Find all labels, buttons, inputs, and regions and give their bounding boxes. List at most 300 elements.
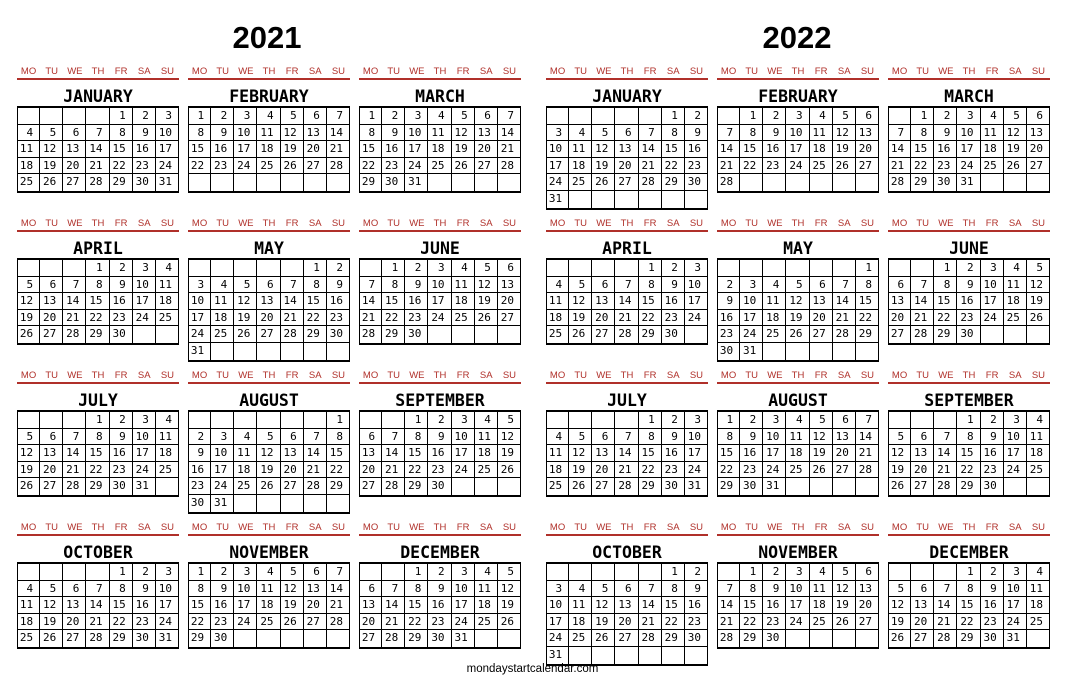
empty-cell bbox=[257, 343, 280, 360]
weekday-label: TU bbox=[745, 370, 759, 381]
day-cell: 1 bbox=[957, 564, 980, 581]
day-cell: 7 bbox=[327, 108, 350, 125]
day-cell: 1 bbox=[304, 260, 327, 277]
day-cell: 21 bbox=[86, 614, 109, 631]
day-cell: 5 bbox=[592, 581, 615, 598]
day-cell: 19 bbox=[888, 462, 911, 479]
month-may-2022 bbox=[717, 218, 879, 362]
empty-cell bbox=[257, 630, 280, 647]
weekday-label: SA bbox=[308, 66, 322, 77]
day-cell: 16 bbox=[110, 445, 133, 462]
empty-cell bbox=[546, 260, 569, 277]
day-cell: 25 bbox=[257, 614, 280, 631]
day-cell: 8 bbox=[382, 277, 405, 294]
day-cell: 14 bbox=[639, 141, 662, 158]
day-cell: 3 bbox=[452, 412, 475, 429]
day-cell: 16 bbox=[133, 597, 156, 614]
day-cell: 5 bbox=[475, 260, 498, 277]
day-cell: 19 bbox=[17, 310, 40, 327]
day-cell: 13 bbox=[40, 445, 63, 462]
day-cell: 21 bbox=[833, 310, 856, 327]
weekday-label: TU bbox=[745, 522, 759, 533]
weekday-label: FR bbox=[985, 522, 999, 533]
month-january-2021 bbox=[17, 66, 179, 193]
weekday-label: SU bbox=[689, 218, 704, 229]
weekday-label: FR bbox=[114, 66, 128, 77]
day-cell: 9 bbox=[133, 125, 156, 142]
day-cell: 5 bbox=[569, 277, 592, 294]
empty-cell bbox=[833, 630, 856, 647]
day-cell: 26 bbox=[40, 630, 63, 647]
day-cell: 9 bbox=[211, 581, 234, 598]
day-cell: 25 bbox=[546, 326, 569, 343]
empty-cell bbox=[234, 630, 257, 647]
weekday-header bbox=[888, 66, 1050, 80]
weekday-label: TU bbox=[574, 370, 588, 381]
day-cell: 25 bbox=[156, 462, 179, 479]
empty-cell bbox=[211, 174, 234, 191]
month-february-2021 bbox=[188, 66, 350, 193]
empty-cell bbox=[63, 412, 86, 429]
empty-cell bbox=[234, 343, 257, 360]
weekday-label: TU bbox=[916, 522, 930, 533]
day-cell: 2 bbox=[981, 412, 1004, 429]
day-cell: 10 bbox=[740, 293, 763, 310]
day-cell: 30 bbox=[934, 174, 957, 191]
day-cell: 29 bbox=[304, 326, 327, 343]
weekday-header bbox=[717, 218, 879, 232]
day-grid bbox=[888, 108, 1050, 193]
weekday-header bbox=[188, 218, 350, 232]
empty-cell bbox=[615, 108, 638, 125]
day-cell: 1 bbox=[188, 564, 211, 581]
day-cell: 15 bbox=[405, 445, 428, 462]
day-cell: 22 bbox=[86, 462, 109, 479]
day-cell: 30 bbox=[133, 630, 156, 647]
day-cell: 20 bbox=[304, 141, 327, 158]
day-cell: 7 bbox=[327, 564, 350, 581]
day-cell: 17 bbox=[981, 293, 1004, 310]
month-may-2021 bbox=[188, 218, 350, 362]
day-grid bbox=[717, 564, 879, 649]
weekday-label: TU bbox=[216, 522, 230, 533]
day-cell: 19 bbox=[40, 614, 63, 631]
day-cell: 7 bbox=[498, 108, 521, 125]
day-cell: 12 bbox=[281, 581, 304, 598]
day-cell: 3 bbox=[156, 108, 179, 125]
month-name: JANUARY bbox=[17, 84, 179, 108]
weekday-label: MO bbox=[549, 370, 566, 381]
day-cell: 19 bbox=[592, 158, 615, 175]
day-cell: 7 bbox=[888, 125, 911, 142]
day-cell: 13 bbox=[257, 293, 280, 310]
weekday-label: FR bbox=[456, 370, 470, 381]
day-cell: 30 bbox=[428, 630, 451, 647]
day-cell: 1 bbox=[110, 108, 133, 125]
day-cell: 31 bbox=[763, 478, 786, 495]
weekday-label: FR bbox=[114, 218, 128, 229]
day-cell: 25 bbox=[786, 462, 809, 479]
day-cell: 4 bbox=[1027, 564, 1050, 581]
weekday-label: TU bbox=[745, 66, 759, 77]
day-cell: 24 bbox=[211, 478, 234, 495]
day-cell: 1 bbox=[639, 412, 662, 429]
empty-cell bbox=[382, 412, 405, 429]
day-cell: 27 bbox=[359, 630, 382, 647]
day-cell: 4 bbox=[17, 581, 40, 598]
weekday-label: WE bbox=[596, 66, 612, 77]
day-cell: 14 bbox=[63, 293, 86, 310]
day-cell: 12 bbox=[498, 581, 521, 598]
day-cell: 6 bbox=[615, 581, 638, 598]
day-cell: 2 bbox=[110, 260, 133, 277]
day-cell: 7 bbox=[856, 412, 879, 429]
day-cell: 2 bbox=[133, 108, 156, 125]
month-july-2021 bbox=[17, 370, 179, 497]
weekday-label: WE bbox=[238, 66, 254, 77]
empty-cell bbox=[327, 495, 350, 512]
day-cell: 16 bbox=[685, 597, 708, 614]
empty-cell bbox=[786, 174, 809, 191]
day-cell: 25 bbox=[546, 478, 569, 495]
empty-cell bbox=[156, 478, 179, 495]
day-cell: 6 bbox=[63, 581, 86, 598]
day-cell: 25 bbox=[810, 158, 833, 175]
day-cell: 10 bbox=[211, 445, 234, 462]
day-cell: 31 bbox=[546, 647, 569, 664]
weekday-label: TH bbox=[962, 522, 976, 533]
day-cell: 20 bbox=[475, 141, 498, 158]
day-cell: 25 bbox=[1027, 462, 1050, 479]
day-cell: 14 bbox=[63, 445, 86, 462]
weekday-label: SU bbox=[160, 66, 175, 77]
empty-cell bbox=[498, 174, 521, 191]
empty-cell bbox=[17, 412, 40, 429]
day-cell: 7 bbox=[86, 581, 109, 598]
empty-cell bbox=[327, 174, 350, 191]
day-cell: 16 bbox=[211, 597, 234, 614]
day-cell: 13 bbox=[304, 581, 327, 598]
day-cell: 6 bbox=[856, 564, 879, 581]
day-grid bbox=[546, 564, 708, 666]
day-cell: 8 bbox=[188, 125, 211, 142]
empty-cell bbox=[740, 260, 763, 277]
weekday-label: MO bbox=[891, 522, 908, 533]
weekday-label: SU bbox=[331, 370, 346, 381]
day-cell: 16 bbox=[662, 293, 685, 310]
day-cell: 6 bbox=[359, 581, 382, 598]
day-cell: 13 bbox=[281, 445, 304, 462]
day-cell: 28 bbox=[639, 174, 662, 191]
weekday-label: MO bbox=[549, 218, 566, 229]
empty-cell bbox=[592, 108, 615, 125]
weekday-header bbox=[888, 370, 1050, 384]
day-grid bbox=[188, 108, 350, 193]
day-cell: 14 bbox=[382, 445, 405, 462]
month-name: APRIL bbox=[546, 236, 708, 260]
day-cell: 2 bbox=[133, 564, 156, 581]
weekday-label: FR bbox=[814, 370, 828, 381]
day-cell: 29 bbox=[934, 326, 957, 343]
day-cell: 15 bbox=[188, 141, 211, 158]
empty-cell bbox=[63, 564, 86, 581]
day-cell: 24 bbox=[546, 174, 569, 191]
weekday-label: WE bbox=[938, 522, 954, 533]
month-name: FEBRUARY bbox=[717, 84, 879, 108]
day-cell: 28 bbox=[63, 326, 86, 343]
day-cell: 17 bbox=[685, 293, 708, 310]
day-cell: 17 bbox=[546, 158, 569, 175]
day-cell: 25 bbox=[569, 630, 592, 647]
empty-cell bbox=[934, 564, 957, 581]
empty-cell bbox=[359, 260, 382, 277]
day-cell: 13 bbox=[40, 293, 63, 310]
day-cell: 8 bbox=[957, 581, 980, 598]
day-cell: 18 bbox=[1027, 597, 1050, 614]
day-cell: 18 bbox=[786, 445, 809, 462]
weekday-label: FR bbox=[985, 218, 999, 229]
day-cell: 2 bbox=[188, 429, 211, 446]
day-cell: 14 bbox=[934, 445, 957, 462]
day-cell: 7 bbox=[833, 277, 856, 294]
day-cell: 6 bbox=[359, 429, 382, 446]
empty-cell bbox=[615, 191, 638, 208]
empty-cell bbox=[888, 412, 911, 429]
day-cell: 10 bbox=[234, 125, 257, 142]
day-cell: 13 bbox=[911, 597, 934, 614]
day-grid bbox=[188, 412, 350, 514]
day-cell: 31 bbox=[957, 174, 980, 191]
weekday-label: MO bbox=[891, 66, 908, 77]
empty-cell bbox=[86, 108, 109, 125]
day-cell: 3 bbox=[156, 564, 179, 581]
day-cell: 20 bbox=[615, 158, 638, 175]
month-march-2022 bbox=[888, 66, 1050, 193]
day-cell: 14 bbox=[639, 597, 662, 614]
day-cell: 5 bbox=[888, 429, 911, 446]
day-cell: 7 bbox=[639, 581, 662, 598]
day-cell: 28 bbox=[86, 174, 109, 191]
day-cell: 23 bbox=[717, 326, 740, 343]
weekday-label: FR bbox=[643, 522, 657, 533]
day-cell: 27 bbox=[615, 174, 638, 191]
day-cell: 20 bbox=[359, 462, 382, 479]
day-cell: 12 bbox=[786, 293, 809, 310]
day-cell: 13 bbox=[592, 293, 615, 310]
empty-cell bbox=[786, 630, 809, 647]
day-cell: 28 bbox=[281, 326, 304, 343]
day-cell: 8 bbox=[405, 429, 428, 446]
weekday-label: WE bbox=[67, 218, 83, 229]
day-cell: 30 bbox=[740, 478, 763, 495]
weekday-label: SU bbox=[1031, 218, 1046, 229]
day-cell: 29 bbox=[662, 630, 685, 647]
day-cell: 13 bbox=[833, 429, 856, 446]
day-cell: 19 bbox=[810, 445, 833, 462]
day-cell: 14 bbox=[281, 293, 304, 310]
day-cell: 10 bbox=[156, 581, 179, 598]
day-cell: 12 bbox=[17, 293, 40, 310]
day-cell: 25 bbox=[234, 478, 257, 495]
day-cell: 1 bbox=[86, 412, 109, 429]
day-cell: 17 bbox=[133, 293, 156, 310]
weekday-label: TU bbox=[574, 522, 588, 533]
day-cell: 29 bbox=[86, 478, 109, 495]
day-grid bbox=[359, 108, 521, 193]
day-cell: 13 bbox=[63, 597, 86, 614]
day-cell: 3 bbox=[211, 429, 234, 446]
weekday-label: TH bbox=[791, 66, 805, 77]
day-cell: 6 bbox=[856, 108, 879, 125]
weekday-label: SU bbox=[860, 218, 875, 229]
day-cell: 25 bbox=[257, 158, 280, 175]
day-cell: 2 bbox=[685, 564, 708, 581]
day-cell: 4 bbox=[234, 429, 257, 446]
day-cell: 23 bbox=[110, 310, 133, 327]
weekday-label: SA bbox=[137, 522, 151, 533]
day-cell: 18 bbox=[452, 293, 475, 310]
empty-cell bbox=[1027, 326, 1050, 343]
day-cell: 5 bbox=[40, 581, 63, 598]
day-cell: 19 bbox=[1027, 293, 1050, 310]
weekday-label: FR bbox=[814, 66, 828, 77]
day-cell: 18 bbox=[569, 158, 592, 175]
day-cell: 22 bbox=[382, 310, 405, 327]
weekday-label: SA bbox=[666, 522, 680, 533]
day-cell: 15 bbox=[662, 597, 685, 614]
day-cell: 18 bbox=[810, 597, 833, 614]
month-april-2021 bbox=[17, 218, 179, 345]
day-cell: 27 bbox=[833, 462, 856, 479]
empty-cell bbox=[717, 564, 740, 581]
month-name: JULY bbox=[546, 388, 708, 412]
day-cell: 26 bbox=[1004, 158, 1027, 175]
day-cell: 12 bbox=[234, 293, 257, 310]
day-cell: 27 bbox=[281, 478, 304, 495]
day-cell: 27 bbox=[304, 614, 327, 631]
weekday-label: FR bbox=[456, 522, 470, 533]
day-cell: 6 bbox=[498, 260, 521, 277]
day-cell: 7 bbox=[717, 581, 740, 598]
weekday-header bbox=[888, 218, 1050, 232]
day-cell: 25 bbox=[475, 614, 498, 631]
footer-url: mondaystartcalendar.com bbox=[466, 663, 599, 675]
empty-cell bbox=[281, 495, 304, 512]
day-cell: 21 bbox=[359, 310, 382, 327]
day-cell: 30 bbox=[211, 630, 234, 647]
day-cell: 4 bbox=[1027, 412, 1050, 429]
day-cell: 19 bbox=[257, 462, 280, 479]
empty-cell bbox=[40, 260, 63, 277]
day-cell: 19 bbox=[888, 614, 911, 631]
day-grid bbox=[717, 260, 879, 362]
weekday-label: TU bbox=[387, 522, 401, 533]
day-cell: 26 bbox=[281, 614, 304, 631]
day-cell: 8 bbox=[86, 429, 109, 446]
weekday-label: MO bbox=[891, 370, 908, 381]
day-cell: 22 bbox=[327, 462, 350, 479]
day-cell: 19 bbox=[833, 141, 856, 158]
day-cell: 14 bbox=[382, 597, 405, 614]
day-cell: 3 bbox=[452, 564, 475, 581]
month-december-2021 bbox=[359, 522, 521, 649]
empty-cell bbox=[304, 412, 327, 429]
day-cell: 30 bbox=[662, 326, 685, 343]
day-cell: 9 bbox=[662, 429, 685, 446]
empty-cell bbox=[257, 260, 280, 277]
empty-cell bbox=[833, 343, 856, 360]
day-cell: 28 bbox=[382, 630, 405, 647]
year-title-2022: 2022 bbox=[762, 20, 832, 55]
day-cell: 14 bbox=[359, 293, 382, 310]
day-cell: 2 bbox=[405, 260, 428, 277]
weekday-header bbox=[17, 218, 179, 232]
day-cell: 19 bbox=[452, 141, 475, 158]
day-cell: 17 bbox=[786, 597, 809, 614]
weekday-label: SU bbox=[689, 66, 704, 77]
day-cell: 12 bbox=[40, 597, 63, 614]
weekday-label: TH bbox=[433, 218, 447, 229]
day-cell: 11 bbox=[569, 597, 592, 614]
day-cell: 29 bbox=[110, 174, 133, 191]
day-cell: 26 bbox=[234, 326, 257, 343]
day-cell: 17 bbox=[740, 310, 763, 327]
weekday-label: MO bbox=[720, 370, 737, 381]
day-cell: 19 bbox=[592, 614, 615, 631]
day-cell: 9 bbox=[327, 277, 350, 294]
day-cell: 1 bbox=[86, 260, 109, 277]
day-cell: 6 bbox=[257, 277, 280, 294]
day-cell: 18 bbox=[763, 310, 786, 327]
weekday-label: TU bbox=[45, 66, 59, 77]
day-cell: 9 bbox=[110, 277, 133, 294]
day-cell: 2 bbox=[211, 108, 234, 125]
month-august-2021 bbox=[188, 370, 350, 514]
day-cell: 1 bbox=[717, 412, 740, 429]
day-cell: 11 bbox=[475, 581, 498, 598]
day-cell: 4 bbox=[569, 581, 592, 598]
weekday-label: SU bbox=[502, 66, 517, 77]
month-name: MAY bbox=[717, 236, 879, 260]
day-cell: 11 bbox=[452, 277, 475, 294]
day-cell: 29 bbox=[662, 174, 685, 191]
day-cell: 12 bbox=[888, 445, 911, 462]
weekday-label: MO bbox=[20, 66, 37, 77]
month-february-2022 bbox=[717, 66, 879, 193]
empty-cell bbox=[475, 630, 498, 647]
weekday-label: TU bbox=[387, 66, 401, 77]
day-cell: 9 bbox=[685, 125, 708, 142]
empty-cell bbox=[40, 108, 63, 125]
empty-cell bbox=[156, 326, 179, 343]
weekday-label: FR bbox=[285, 66, 299, 77]
day-cell: 9 bbox=[211, 125, 234, 142]
weekday-label: SA bbox=[308, 522, 322, 533]
day-cell: 10 bbox=[763, 429, 786, 446]
day-cell: 2 bbox=[981, 564, 1004, 581]
weekday-header bbox=[717, 370, 879, 384]
day-cell: 24 bbox=[786, 614, 809, 631]
empty-cell bbox=[1027, 630, 1050, 647]
day-cell: 19 bbox=[234, 310, 257, 327]
empty-cell bbox=[1027, 174, 1050, 191]
day-cell: 30 bbox=[717, 343, 740, 360]
day-cell: 12 bbox=[257, 445, 280, 462]
day-cell: 12 bbox=[569, 293, 592, 310]
day-cell: 21 bbox=[281, 310, 304, 327]
empty-cell bbox=[498, 478, 521, 495]
day-cell: 21 bbox=[304, 462, 327, 479]
